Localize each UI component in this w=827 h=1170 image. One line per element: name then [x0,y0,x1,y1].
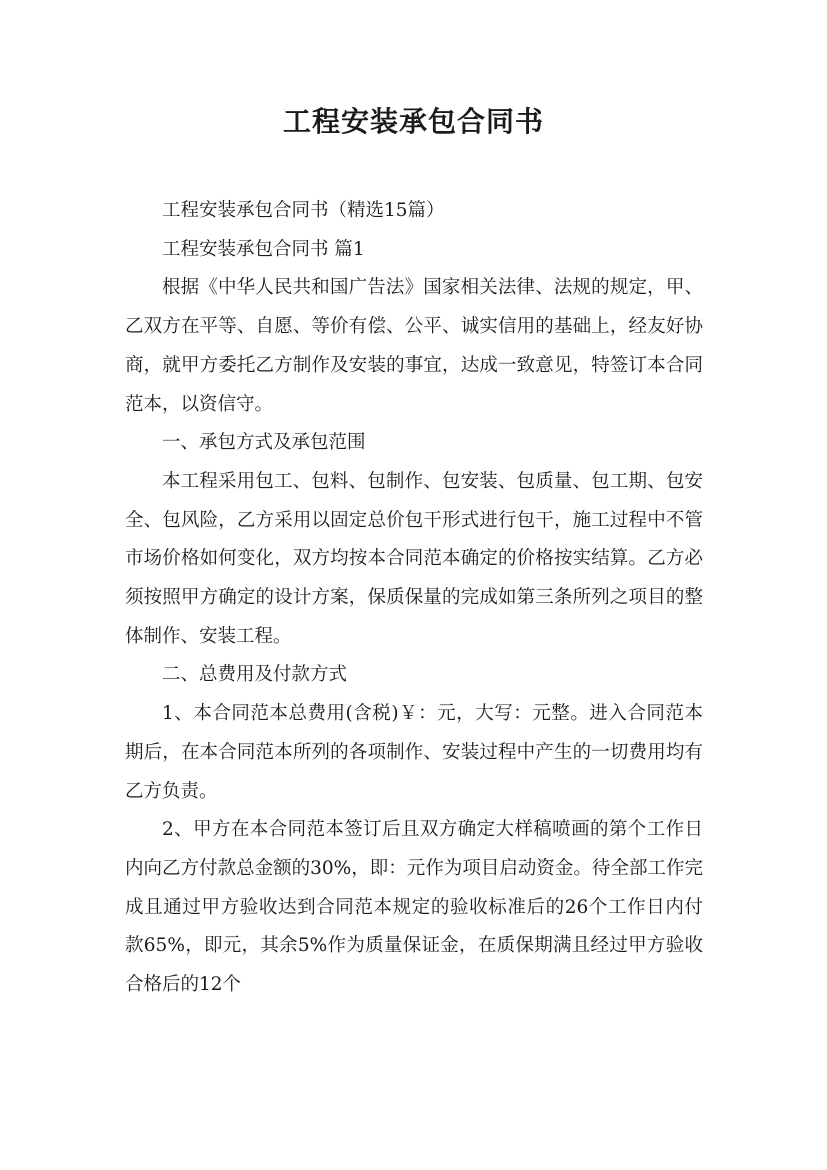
paragraph-contract-scope: 本工程采用包工、包料、包制作、包安装、包质量、包工期、包安全、包风险，乙方采用以固定总价包干形式进行包干，施工过程中不管市场价格如何变化，双方均按本合同范本确定的价格按实结算。乙方必须按照甲方确定的设计方案，保质保量的完成如第三条所列之项目的整体制作、安装工程。 [125,470,703,647]
paragraph-payment-clause-2: 2、甲方在本合同范本签订后且双方确定大样稿喷画的第个工作日内向乙方付款总金额的30%，即：元作为项目启动资金。待全部工作完成且通过甲方验收达到合同范本规定的验收标准后的26个工作日内付款65%，即元，其余5%作为质量保证金，在质保期满且经过甲方验收合格后的12个 [125,819,703,996]
paragraph-payment-clause-1: 1、本合同范本总费用(含税)￥：元，大写：元整。进入合同范本期后，在本合同范本所列的各项制作、安装过程中产生的一切费用均有乙方负责。 [125,703,703,802]
paragraph-article-heading: 工程安装承包合同书 篇1 [162,238,365,260]
document-title: 工程安装承包合同书 [282,105,544,138]
section-heading-contract-scope: 一、承包方式及承包范围 [162,432,366,454]
paragraph-preamble: 根据《中华人民共和国广告法》国家相关法律、法规的规定，甲、乙双方在平等、自愿、等价有偿、公平、诚实信用的基础上，经友好协商，就甲方委托乙方制作及安装的事宜，达成一致意见，特签订本合同范本，以资信守。 [125,277,703,415]
section-heading-payment: 二、总费用及付款方式 [162,664,348,686]
paragraph-collection-heading: 工程安装承包合同书（精选15篇） [162,200,445,221]
document-body [125,192,703,1005]
